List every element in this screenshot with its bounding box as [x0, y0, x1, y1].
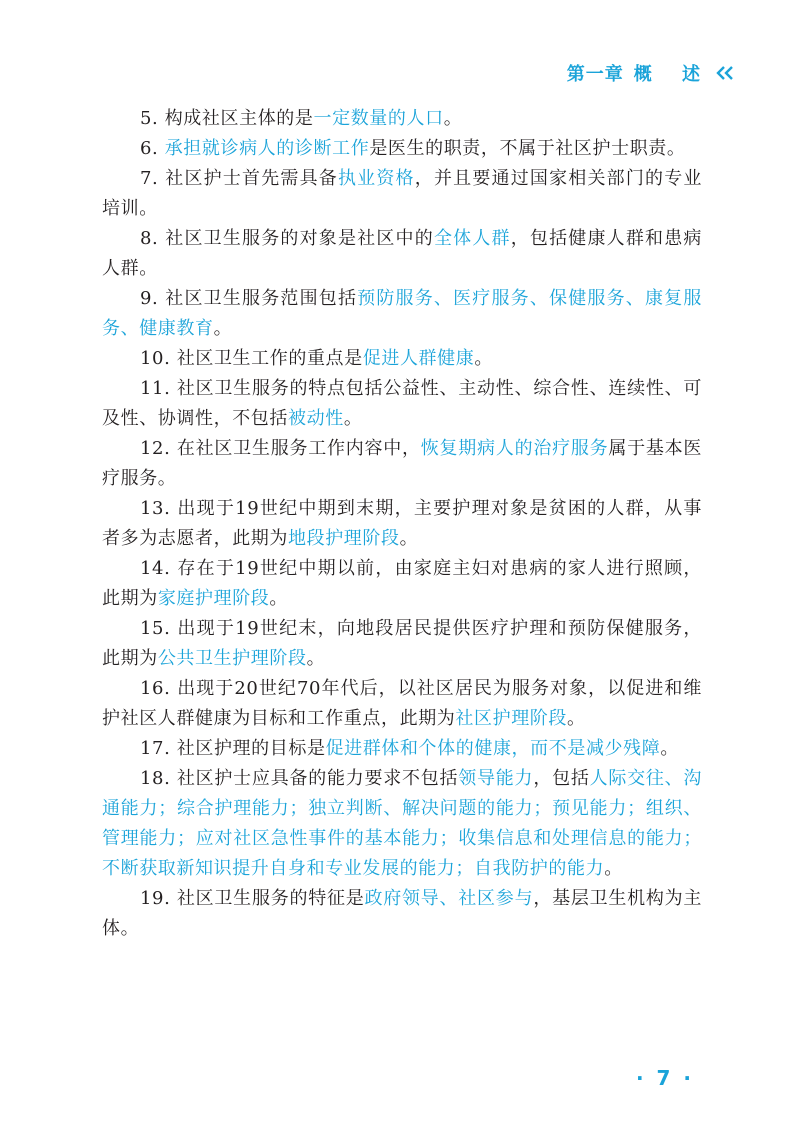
item-text: 。: [567, 708, 586, 729]
item-text: ，并且要通过国家相关部门的专业培训。: [102, 168, 702, 219]
answer-item: [102, 134, 702, 164]
item-text: 13. 出现于19世纪中期到末期，主要护理对象是贫困的人群，从事者多为志愿者，此期为: [102, 498, 702, 549]
item-text: 。: [604, 858, 623, 879]
running-header: [567, 60, 734, 86]
highlighted-answer: 促进人群健康: [362, 348, 475, 369]
question-answer-list: [102, 104, 702, 944]
answer-item: [102, 344, 702, 374]
item-text: 。: [660, 738, 679, 759]
item-text: 。: [306, 648, 326, 669]
item-text: 15. 出现于19世纪末，向地段居民提供医疗护理和预防保健服务，此期为: [102, 618, 702, 669]
item-text: 。: [213, 318, 233, 339]
highlighted-answer: 执业资格: [337, 168, 415, 189]
item-text: 12. 在社区卫生服务工作内容中，: [140, 438, 421, 459]
highlighted-answer: 全体人群: [433, 228, 511, 249]
chapter-topic: 概 述: [633, 64, 712, 85]
answer-item: [102, 674, 702, 734]
answer-item: [102, 614, 702, 674]
item-text: 19. 社区卫生服务的特征是: [140, 888, 365, 909]
item-text: 16. 出现于20世纪70年代后，以社区居民为服务对象，以促进和维护社区人群健康为目标和工作重点，此期为: [102, 678, 702, 729]
item-text: 。: [343, 408, 363, 429]
answer-item: [102, 734, 702, 764]
highlighted-answer: 促进群体和个体的健康，而不是减少残障: [325, 738, 661, 759]
item-text: 。: [443, 108, 463, 129]
item-text: 属于基本医疗服务。: [102, 438, 703, 489]
item-text: 是医生的职责，不属于社区护士职责。: [369, 138, 686, 159]
item-text: 14. 存在于19世纪中期以前，由家庭主妇对患病的家人进行照顾，此期为: [102, 558, 702, 609]
item-text: 11. 社区卫生服务的特点包括公益性、主动性、综合性、连续性、可及性、协调性，不包括: [102, 378, 702, 429]
item-text: 。: [399, 528, 419, 549]
item-text: 7. 社区护士首先需具备: [140, 168, 338, 189]
highlighted-answer: 被动性: [288, 408, 344, 429]
answer-item: [102, 284, 702, 344]
answer-item: [102, 104, 702, 134]
item-text: 6.: [140, 138, 165, 159]
highlighted-answer: 家庭护理阶段: [157, 588, 270, 609]
chapter-label: 第一章: [566, 64, 624, 85]
item-text: 。: [269, 588, 289, 609]
answer-item: [102, 554, 702, 614]
answer-item: [102, 224, 702, 284]
highlighted-answer: 一定数量的人口: [313, 108, 444, 129]
answer-item: [102, 884, 702, 944]
item-text: 10. 社区卫生工作的重点是: [140, 348, 363, 369]
highlighted-answer: 恢复期病人的治疗服务: [420, 438, 609, 459]
answer-item: [102, 494, 702, 554]
item-text: 8. 社区卫生服务的对象是社区中的: [140, 228, 434, 249]
item-text: 9. 社区卫生服务范围包括: [140, 288, 358, 309]
highlighted-answer: 地段护理阶段: [288, 528, 400, 549]
page-number: · 7 ·: [635, 1066, 694, 1090]
highlighted-answer: 公共卫生护理阶段: [157, 648, 307, 669]
item-text: 18. 社区护士应具备的能力要求不包括: [140, 768, 459, 789]
highlighted-answer: 承担就诊病人的诊断工作: [164, 138, 370, 159]
item-text: ，包括: [533, 768, 590, 789]
answer-item: [102, 164, 702, 224]
highlighted-answer: 政府领导、社区参与: [364, 888, 534, 909]
highlighted-answer: 人际交往、沟通能力；综合护理能力；独立判断、解决问题的能力；预见能力；组织、管理能力；应对社区急性事件的基本能力；收集信息和处理信息的能力；不断获取新知识提升自身和专业发展的能力；自我防护的能力: [102, 768, 702, 879]
highlighted-answer: 社区护理阶段: [455, 708, 568, 729]
highlighted-answer: 领导能力: [458, 768, 534, 789]
answer-item: [102, 764, 702, 884]
item-text: 5. 构成社区主体的是: [140, 108, 314, 129]
highlighted-answer: 预防服务、医疗服务、保健服务、康复服务、健康教育: [102, 288, 702, 339]
item-text: 。: [474, 348, 493, 369]
item-text: ，包括健康人群和患病人群。: [102, 228, 703, 279]
item-text: ，基层卫生机构为主体。: [102, 888, 702, 939]
answer-item: [102, 434, 702, 494]
double-chevron-left-icon: [716, 66, 734, 80]
item-text: 17. 社区护理的目标是: [140, 738, 326, 759]
answer-item: [102, 374, 702, 434]
